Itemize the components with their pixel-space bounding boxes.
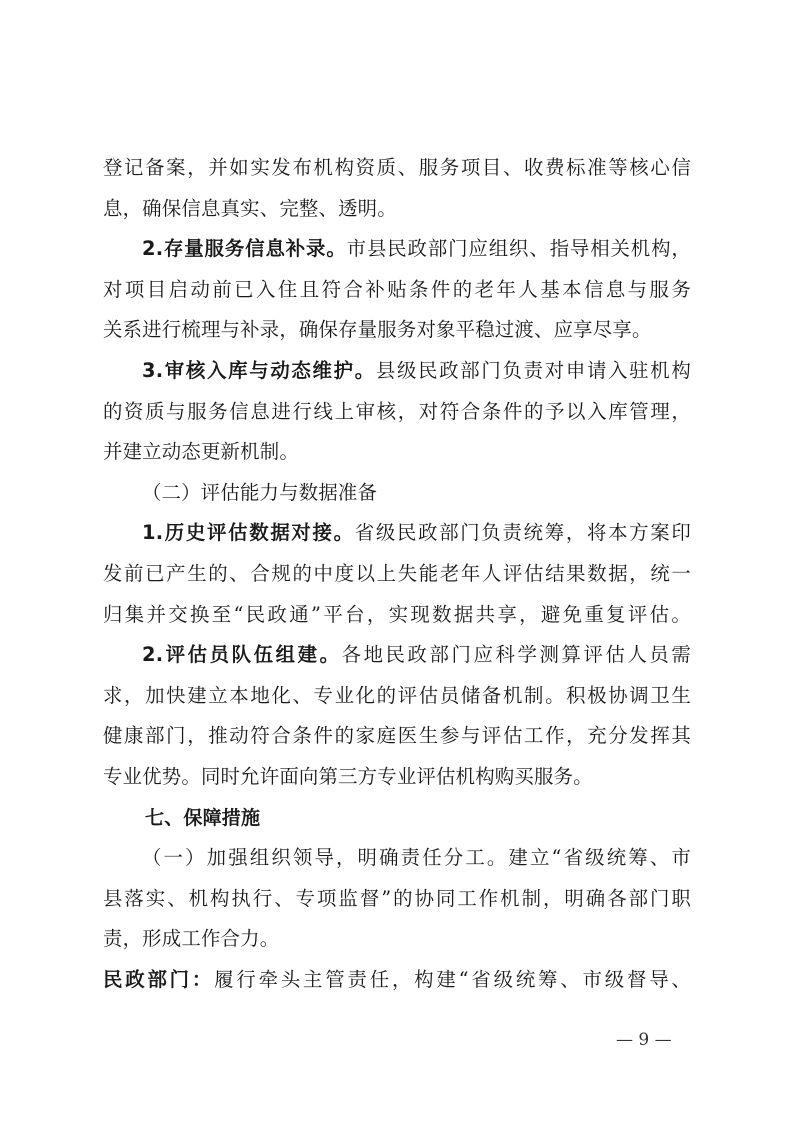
item-lead: 3.审核入库与动态维护。 bbox=[142, 358, 376, 382]
text-line: 县落实、机构执行、专项监督”的协同工作机制，明确各部门职 bbox=[103, 886, 691, 910]
paragraph-first-line bbox=[103, 513, 691, 554]
paragraph-first-line: （一）加强组织领导，明确责任分工。建立“省级统筹、市 bbox=[142, 846, 691, 870]
paragraph-first-line bbox=[103, 635, 691, 676]
text-line: 的资质与服务信息进行线上审核，对符合条件的予以入库管理， bbox=[103, 399, 691, 423]
text-span: 省级民政部门负责统筹，将本方案印 bbox=[354, 521, 691, 545]
text-span: 市县民政部门应组织、指导相关机构， bbox=[346, 237, 691, 261]
subsection-heading: （二）评估能力与数据准备 bbox=[142, 480, 378, 504]
text-line: 求，加快建立本地化、专业化的评估员储备机制。积极协调卫生 bbox=[103, 683, 691, 707]
text-line: 专业优势。同时允许面向第三方专业评估机构购买服务。 bbox=[103, 764, 593, 788]
text-line: 归集并交换至“民政通”平台，实现数据共享，避免重复评估。 bbox=[103, 602, 691, 626]
section-heading: 七、保障措施 bbox=[145, 806, 261, 829]
text-span: 县级民政部门负责对申请入驻机构 bbox=[375, 358, 691, 382]
paragraph-first-line bbox=[103, 229, 691, 270]
page-number: — 9 — bbox=[616, 1030, 672, 1050]
item-lead: 民政部门： bbox=[103, 967, 215, 991]
item-lead: 2.评估员队伍组建。 bbox=[142, 643, 342, 667]
text-line: 责，形成工作合力。 bbox=[103, 927, 280, 951]
text-span: 履行牵头主管责任，构建“省级统筹、市级督导、 bbox=[214, 967, 692, 991]
text-line: 发前已产生的、合规的中度以上失能老年人评估结果数据，统一 bbox=[103, 561, 691, 585]
paragraph-first-line bbox=[103, 351, 691, 392]
item-lead: 1.历史评估数据对接。 bbox=[142, 521, 355, 545]
text-line: 登记备案，并如实发布机构资质、服务项目、收费标准等核心信 bbox=[103, 156, 691, 179]
text-line: 息，确保信息真实、完整、透明。 bbox=[103, 196, 397, 220]
text-line: 对项目启动前已入住且符合补贴条件的老年人基本信息与服务 bbox=[103, 277, 691, 301]
document-body bbox=[103, 148, 691, 1000]
item-lead: 2.存量服务信息补录。 bbox=[142, 237, 347, 261]
paragraph-first-line bbox=[103, 960, 691, 1001]
text-line: 健康部门，推动符合条件的家庭医生参与评估工作，充分发挥其 bbox=[103, 724, 691, 748]
text-line: 关系进行梳理与补录，确保存量服务对象平稳过渡、应享尽享。 bbox=[103, 318, 652, 342]
text-line: 并建立动态更新机制。 bbox=[103, 440, 299, 464]
text-span: 各地民政部门应科学测算评估人员需 bbox=[341, 643, 692, 667]
